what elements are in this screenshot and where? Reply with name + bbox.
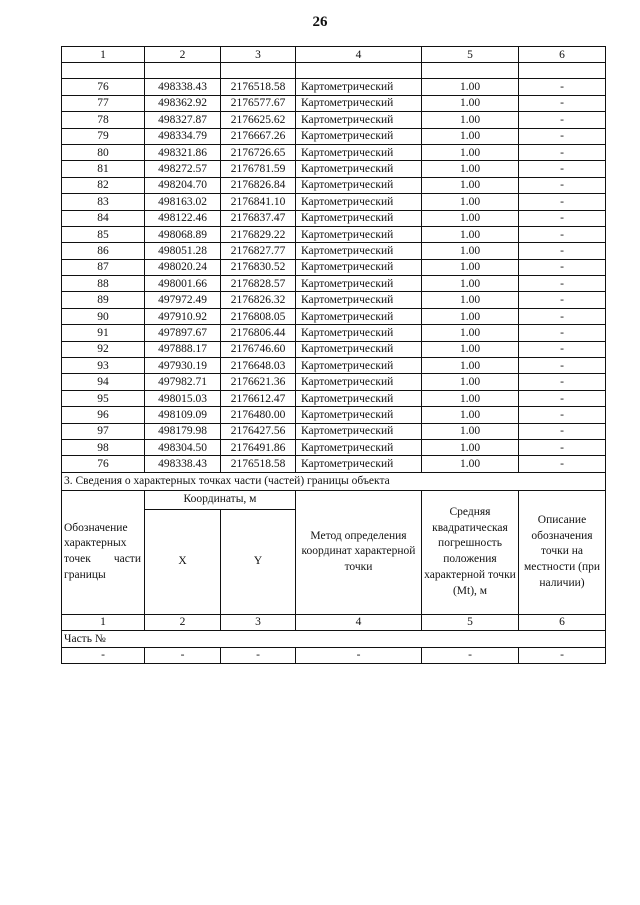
point-number: 79 [62, 128, 145, 144]
coordinate-y: 2176621.36 [221, 374, 296, 390]
table-row [62, 177, 606, 193]
accuracy-cell: 1.00 [422, 161, 519, 177]
coordinate-y: 2176612.47 [221, 390, 296, 406]
table-row [62, 243, 606, 259]
column-number: 2 [145, 614, 221, 630]
column-number: 5 [422, 47, 519, 63]
coordinate-y: 2176828.57 [221, 276, 296, 292]
coordinate-x: 498179.98 [145, 423, 221, 439]
description-cell: - [519, 456, 606, 472]
coordinate-x: 498163.02 [145, 194, 221, 210]
coordinate-x: 498122.46 [145, 210, 221, 226]
point-number: 78 [62, 112, 145, 128]
coordinate-y: 2176726.65 [221, 144, 296, 160]
method-cell: Картометрический [296, 243, 422, 259]
coordinate-x: 497930.19 [145, 358, 221, 374]
blank-cell [296, 63, 422, 79]
point-number: 90 [62, 308, 145, 324]
boundary-points-table [61, 46, 606, 664]
coordinate-y: 2176625.62 [221, 112, 296, 128]
method-cell: Картометрический [296, 325, 422, 341]
empty-cell: - [62, 647, 145, 663]
empty-cell: - [145, 647, 221, 663]
accuracy-cell: 1.00 [422, 276, 519, 292]
header-method: Метод определения координат характерной точки [296, 490, 422, 614]
method-cell: Картометрический [296, 358, 422, 374]
coordinate-x: 498327.87 [145, 112, 221, 128]
coordinate-x: 498272.57 [145, 161, 221, 177]
table-row [62, 407, 606, 423]
description-cell: - [519, 161, 606, 177]
table-row [62, 390, 606, 406]
description-cell: - [519, 79, 606, 95]
point-number: 98 [62, 439, 145, 455]
section-3-title: 3. Сведения о характерных точках части (частей) границы объекта [62, 472, 606, 490]
description-cell: - [519, 128, 606, 144]
description-cell: - [519, 325, 606, 341]
description-cell: - [519, 292, 606, 308]
accuracy-cell: 1.00 [422, 128, 519, 144]
description-cell: - [519, 276, 606, 292]
point-number: 94 [62, 374, 145, 390]
description-cell: - [519, 243, 606, 259]
coordinate-y: 2176667.26 [221, 128, 296, 144]
accuracy-cell: 1.00 [422, 79, 519, 95]
method-cell: Картометрический [296, 341, 422, 357]
accuracy-cell: 1.00 [422, 423, 519, 439]
coordinate-y: 2176577.67 [221, 95, 296, 111]
accuracy-cell: 1.00 [422, 259, 519, 275]
table-row [62, 112, 606, 128]
method-cell: Картометрический [296, 95, 422, 111]
point-number: 87 [62, 259, 145, 275]
coordinate-y: 2176518.58 [221, 456, 296, 472]
table-row [62, 439, 606, 455]
coordinate-x: 498362.92 [145, 95, 221, 111]
accuracy-cell: 1.00 [422, 341, 519, 357]
coordinate-y: 2176827.77 [221, 243, 296, 259]
table-row [62, 79, 606, 95]
description-cell: - [519, 210, 606, 226]
coordinate-y: 2176480.00 [221, 407, 296, 423]
accuracy-cell: 1.00 [422, 358, 519, 374]
method-cell: Картометрический [296, 128, 422, 144]
header-y: Y [221, 509, 296, 614]
description-cell: - [519, 112, 606, 128]
description-cell: - [519, 407, 606, 423]
blank-row [62, 63, 606, 79]
table-row [62, 456, 606, 472]
coordinate-y: 2176648.03 [221, 358, 296, 374]
point-number: 91 [62, 325, 145, 341]
table-row [62, 95, 606, 111]
column-number: 3 [221, 614, 296, 630]
coordinate-y: 2176806.44 [221, 325, 296, 341]
coordinate-y: 2176808.05 [221, 308, 296, 324]
blank-cell [62, 63, 145, 79]
table-row [62, 128, 606, 144]
accuracy-cell: 1.00 [422, 439, 519, 455]
column-number: 6 [519, 47, 606, 63]
table-body [62, 47, 606, 664]
description-cell: - [519, 259, 606, 275]
accuracy-cell: 1.00 [422, 226, 519, 242]
column-number: 1 [62, 47, 145, 63]
blank-cell [145, 63, 221, 79]
table-row [62, 144, 606, 160]
accuracy-cell: 1.00 [422, 144, 519, 160]
accuracy-cell: 1.00 [422, 374, 519, 390]
empty-cell: - [422, 647, 519, 663]
table-row [62, 226, 606, 242]
description-cell: - [519, 95, 606, 111]
coordinate-y: 2176830.52 [221, 259, 296, 275]
method-cell: Картометрический [296, 194, 422, 210]
coordinate-y: 2176837.47 [221, 210, 296, 226]
coordinate-x: 498338.43 [145, 456, 221, 472]
table-row [62, 308, 606, 324]
accuracy-cell: 1.00 [422, 390, 519, 406]
coordinate-x: 498334.79 [145, 128, 221, 144]
description-cell: - [519, 439, 606, 455]
table-row [62, 374, 606, 390]
method-cell: Картометрический [296, 210, 422, 226]
coordinate-x: 498304.50 [145, 439, 221, 455]
method-cell: Картометрический [296, 226, 422, 242]
table-row [62, 292, 606, 308]
accuracy-cell: 1.00 [422, 112, 519, 128]
header-coordinates: Координаты, м [145, 490, 296, 509]
coordinate-y: 2176746.60 [221, 341, 296, 357]
coordinate-y: 2176518.58 [221, 79, 296, 95]
description-cell: - [519, 194, 606, 210]
coordinate-x: 498015.03 [145, 390, 221, 406]
description-cell: - [519, 226, 606, 242]
method-cell: Картометрический [296, 423, 422, 439]
description-cell: - [519, 177, 606, 193]
header-designation: Обозначение характерных точек части границы [62, 490, 145, 614]
table-row [62, 341, 606, 357]
column-number: 2 [145, 47, 221, 63]
method-cell: Картометрический [296, 390, 422, 406]
coordinate-y: 2176427.56 [221, 423, 296, 439]
coordinate-x: 497910.92 [145, 308, 221, 324]
description-cell: - [519, 423, 606, 439]
method-cell: Картометрический [296, 439, 422, 455]
description-cell: - [519, 341, 606, 357]
table-row [62, 325, 606, 341]
point-number: 84 [62, 210, 145, 226]
coordinate-x: 498020.24 [145, 259, 221, 275]
table-row [62, 161, 606, 177]
accuracy-cell: 1.00 [422, 407, 519, 423]
point-number: 93 [62, 358, 145, 374]
section-3-title-row [62, 472, 606, 490]
description-cell: - [519, 308, 606, 324]
coordinate-x: 498068.89 [145, 226, 221, 242]
accuracy-cell: 1.00 [422, 177, 519, 193]
coordinate-x: 497982.71 [145, 374, 221, 390]
column-number: 1 [62, 614, 145, 630]
part-label-row [62, 631, 606, 647]
point-number: 82 [62, 177, 145, 193]
header-accuracy: Средняя квадратическая погрешность положения характерной точки (Mt), м [422, 490, 519, 614]
blank-cell [221, 63, 296, 79]
blank-cell [519, 63, 606, 79]
empty-cell: - [519, 647, 606, 663]
coordinate-x: 498321.86 [145, 144, 221, 160]
coordinate-x: 498001.66 [145, 276, 221, 292]
method-cell: Картометрический [296, 292, 422, 308]
coordinate-y: 2176781.59 [221, 161, 296, 177]
point-number: 80 [62, 144, 145, 160]
point-number: 76 [62, 79, 145, 95]
section-3-number-row [62, 614, 606, 630]
method-cell: Картометрический [296, 144, 422, 160]
method-cell: Картометрический [296, 276, 422, 292]
coordinate-x: 498338.43 [145, 79, 221, 95]
column-number: 4 [296, 47, 422, 63]
empty-cell: - [296, 647, 422, 663]
point-number: 92 [62, 341, 145, 357]
accuracy-cell: 1.00 [422, 456, 519, 472]
point-number: 85 [62, 226, 145, 242]
column-number: 5 [422, 614, 519, 630]
part-label: Часть № [62, 631, 606, 647]
description-cell: - [519, 390, 606, 406]
column-number-row [62, 47, 606, 63]
accuracy-cell: 1.00 [422, 95, 519, 111]
section-3-header-row [62, 490, 606, 509]
point-number: 76 [62, 456, 145, 472]
empty-data-row [62, 647, 606, 663]
blank-cell [422, 63, 519, 79]
point-number: 81 [62, 161, 145, 177]
header-description: Описание обозначения точки на местности (при наличии) [519, 490, 606, 614]
point-number: 97 [62, 423, 145, 439]
table-row [62, 423, 606, 439]
accuracy-cell: 1.00 [422, 325, 519, 341]
method-cell: Картометрический [296, 374, 422, 390]
coordinate-y: 2176829.22 [221, 226, 296, 242]
table-row [62, 276, 606, 292]
method-cell: Картометрический [296, 259, 422, 275]
accuracy-cell: 1.00 [422, 210, 519, 226]
page-number: 26 [312, 14, 328, 30]
column-number: 4 [296, 614, 422, 630]
method-cell: Картометрический [296, 79, 422, 95]
method-cell: Картометрический [296, 456, 422, 472]
point-number: 95 [62, 390, 145, 406]
accuracy-cell: 1.00 [422, 308, 519, 324]
table-row [62, 259, 606, 275]
description-cell: - [519, 358, 606, 374]
accuracy-cell: 1.00 [422, 194, 519, 210]
coordinate-y: 2176826.84 [221, 177, 296, 193]
coordinate-x: 498204.70 [145, 177, 221, 193]
column-number: 3 [221, 47, 296, 63]
point-number: 96 [62, 407, 145, 423]
method-cell: Картометрический [296, 161, 422, 177]
coordinate-x: 498109.09 [145, 407, 221, 423]
coordinate-y: 2176491.86 [221, 439, 296, 455]
method-cell: Картометрический [296, 407, 422, 423]
empty-cell: - [221, 647, 296, 663]
accuracy-cell: 1.00 [422, 243, 519, 259]
description-cell: - [519, 144, 606, 160]
coordinate-x: 497897.67 [145, 325, 221, 341]
point-number: 89 [62, 292, 145, 308]
table-row [62, 358, 606, 374]
coordinate-y: 2176841.10 [221, 194, 296, 210]
point-number: 88 [62, 276, 145, 292]
coordinate-y: 2176826.32 [221, 292, 296, 308]
method-cell: Картометрический [296, 308, 422, 324]
table-row [62, 210, 606, 226]
coordinate-x: 497888.17 [145, 341, 221, 357]
accuracy-cell: 1.00 [422, 292, 519, 308]
coordinate-x: 498051.28 [145, 243, 221, 259]
table-row [62, 194, 606, 210]
method-cell: Картометрический [296, 177, 422, 193]
column-number: 6 [519, 614, 606, 630]
point-number: 86 [62, 243, 145, 259]
coordinate-x: 497972.49 [145, 292, 221, 308]
description-cell: - [519, 374, 606, 390]
method-cell: Картометрический [296, 112, 422, 128]
point-number: 77 [62, 95, 145, 111]
header-x: X [145, 509, 221, 614]
point-number: 83 [62, 194, 145, 210]
